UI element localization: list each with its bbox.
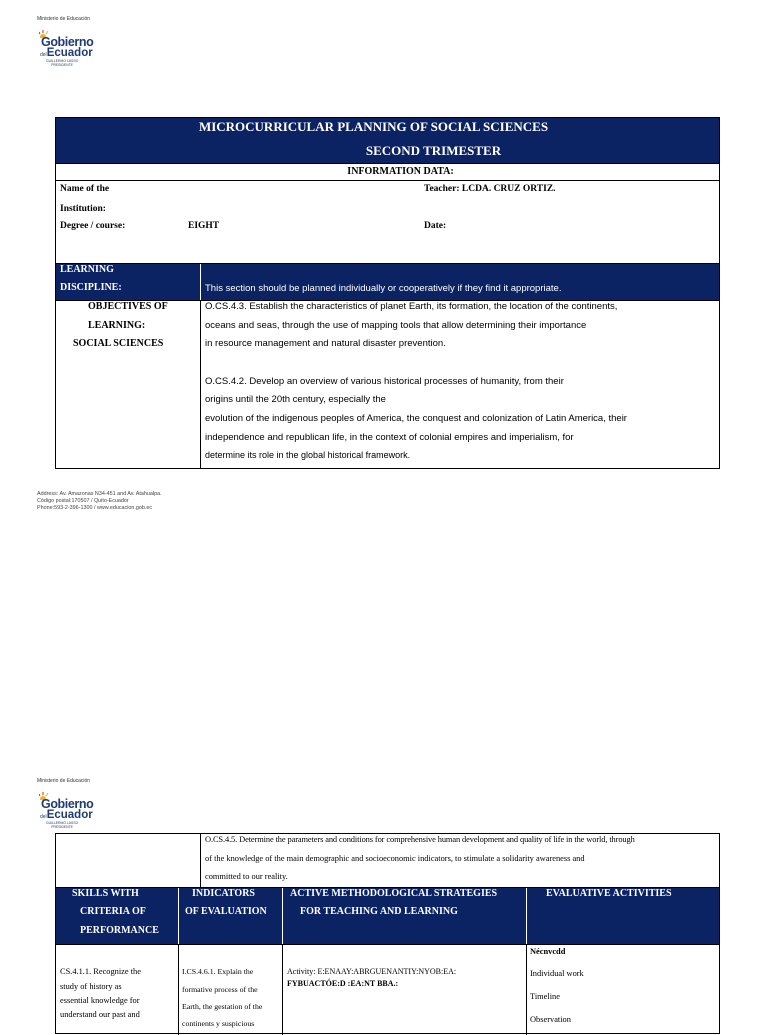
institution-label-2: Institution: [60, 204, 106, 214]
degree-value: EIGHT [188, 221, 220, 231]
footer-line-3: Phone:593-2-396-1300 / www.educacion.gob.ec [37, 505, 153, 511]
eval-item-1: Individual work [530, 969, 584, 978]
evaluative-header: EVALUATIVE ACTIVITIES [546, 888, 672, 899]
activity-line-1: Activity: E:ENAAY:ABRGUENANTIY:NYOB:EA: [287, 967, 457, 976]
government-logo-page-2 [37, 792, 109, 830]
content-row [55, 944, 720, 1034]
objective-1-line-2: oceans and seas, through the use of mapping tools that allow determining their importance [205, 320, 587, 331]
ministry-label-page-2: Ministerio de Educación [37, 778, 91, 784]
skills-header-1: SKILLS WITH [72, 888, 139, 899]
ministry-label: Ministerio de Educación [37, 16, 91, 22]
skill-line-1: CS.4.1.1. Recognize the [60, 967, 141, 976]
objective-3-line-2: of the knowledge of the main demographic and socioeconomic indicators, to stimulate a solidarity awareness and [205, 854, 585, 863]
strategies-header-1: ACTIVE METHODOLOGICAL STRATEGIES [290, 888, 498, 899]
objectives-label-2: LEARNING: [88, 320, 146, 331]
objective-2-line-1: O.CS.4.2. Develop an overview of various historical processes of humanity, from their [205, 376, 564, 387]
objective-1-line-3: in resource management and natural disaster prevention. [205, 338, 446, 349]
indicator-line-2: formative process of the [182, 985, 258, 994]
footer-address [37, 491, 162, 512]
discipline-row [55, 263, 720, 301]
objective-2-line-5: determine its role in the global historical framework. [205, 450, 411, 460]
objective-3-line-1: O.CS.4.5. Determine the parameters and conditions for comprehensive human development and quality of life in the world, through [205, 835, 635, 844]
government-logo [37, 30, 109, 68]
skills-header-3: PERFORMANCE [80, 925, 159, 936]
teacher-field: Teacher: LCDA. CRUZ ORTIZ. [424, 184, 556, 194]
strategies-header-2: FOR TEACHING AND LEARNING [300, 906, 458, 917]
indicator-line-1: I.CS.4.6.1. Explain the [182, 967, 254, 976]
title-band [55, 117, 720, 164]
skill-line-3: essential knowledge for [60, 996, 140, 1005]
footer-line-1: Address: Av. Amazonas N34-451 and Av. Atahualpa. [37, 491, 162, 497]
footer-line-2: Código postal:170507 / Quito-Ecuador [37, 498, 129, 504]
information-block [55, 163, 720, 264]
degree-label: Degree / course: [60, 221, 126, 231]
logo-president: GUILLERMO LASSO PRESIDENTE [46, 59, 79, 67]
skill-line-4: understand our past and [60, 1010, 140, 1019]
discipline-label-2: DISCIPLINE: [60, 282, 122, 293]
column-header-band [55, 887, 720, 945]
discipline-text: This section should be planned individually or cooperatively if they find it appropriate. [205, 283, 562, 294]
institution-label-1: Name of the [60, 184, 110, 194]
skills-header-2: CRITERIA OF [80, 906, 146, 917]
indicator-line-3: Earth, the gestation of the [182, 1002, 263, 1011]
objective-2-line-4: independence and republican life, in the context of colonial empires and imperialism, for [205, 432, 574, 443]
logo-ecuador: delEcuador [40, 47, 93, 59]
page-title: MICROCURRICULAR PLANNING OF SOCIAL SCIENCES [198, 119, 549, 134]
objectives-row [55, 300, 720, 469]
discipline-label-1: LEARNING [60, 264, 114, 275]
objectives-label-1: OBJECTIVES OF [88, 301, 168, 312]
information-heading: INFORMATION DATA: [347, 166, 454, 177]
objectives-label-3: SOCIAL SCIENCES [73, 338, 164, 349]
eval-item-3: Observation [530, 1015, 571, 1024]
logo-gobierno: Gobierno [41, 35, 94, 49]
indicators-header-1: INDICATORS [192, 888, 255, 899]
eval-heading: Nécnvcdd [530, 947, 566, 956]
activity-line-2: FYBUACTÓE:D :EA:NT BBA.: [287, 979, 399, 988]
eval-item-2: Timeline [530, 992, 560, 1001]
logo-ecuador: delEcuador [40, 809, 93, 821]
skill-line-2: study of history as [60, 982, 122, 991]
page-subtitle: SECOND TRIMESTER [365, 143, 502, 158]
logo-gobierno: Gobierno [41, 797, 94, 811]
date-label: Date: [424, 221, 447, 231]
objective-2-line-3: evolution of the indigenous peoples of America, the conquest and colonization of Latin America, their [205, 413, 627, 424]
logo-president: GUILLERMO LASSO PRESIDENTE [46, 821, 79, 829]
objective-3-line-3: committed to our reality. [205, 872, 288, 881]
objective-2-line-2: origins until the 20th century, especially the [205, 394, 386, 405]
indicator-line-4: continents y suspicious [182, 1019, 255, 1028]
objective-continuation-row [55, 833, 720, 888]
indicators-header-2: OF EVALUATION [185, 906, 267, 917]
objective-1-line-1: O.CS.4.3. Establish the characteristics of planet Earth, its formation, the location of the continents, [205, 301, 618, 312]
